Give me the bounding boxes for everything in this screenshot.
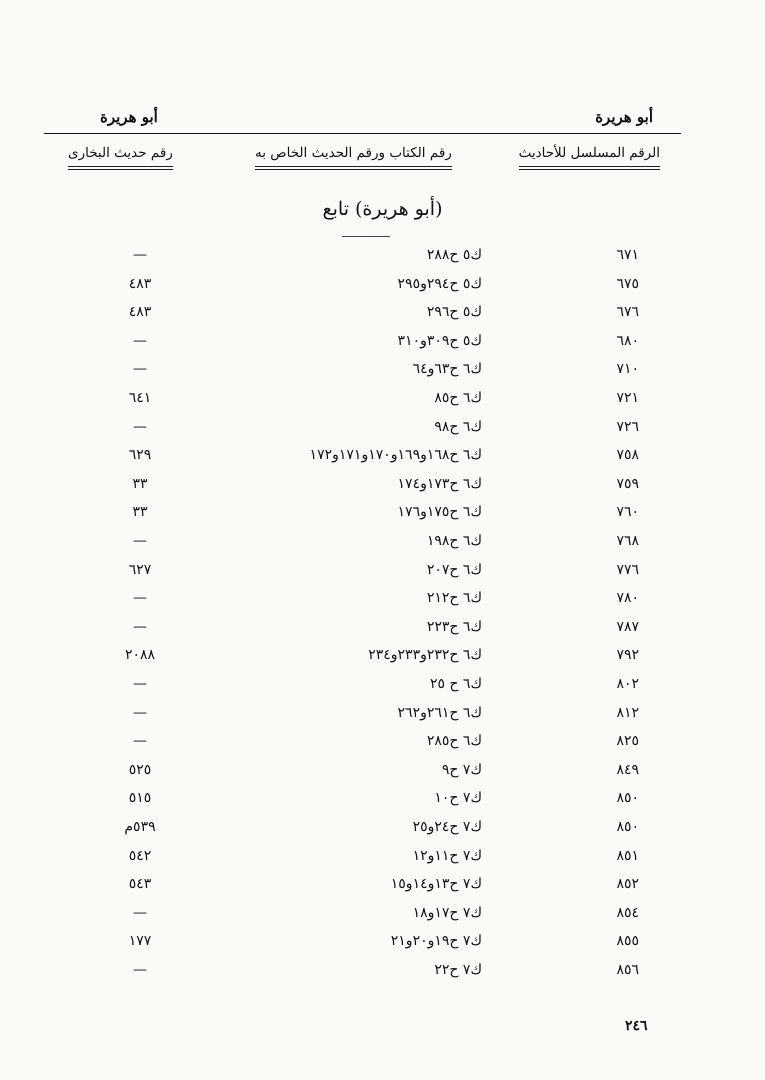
bukhari-cell: — [133,618,147,635]
bukhari-cell: — [133,361,147,378]
serial-cell: ٧٨٧ [616,618,639,635]
serial-cell: ٦٧٥ [616,275,639,292]
table-row [0,447,765,475]
book-ref-cell: ك٦ ح١٩٨ [426,533,482,549]
serial-cell: ٦٧١ [616,247,639,263]
book-ref-cell: ك٦ ح١٧٣و١٧٤ [397,475,482,492]
book-ref-cell: ك٧ ح١٩و٢٠و٢١ [390,933,482,950]
serial-cell: ٧٦٨ [616,533,639,549]
serial-cell: ٨٥٦ [616,962,639,978]
book-ref-cell: ك٧ ح١٧و١٨ [412,904,482,921]
serial-cell: ٧١٠ [616,361,639,378]
book-ref-cell: ك٦ ح٢٣٢و٢٣٣و٢٣٤ [368,647,482,664]
book-ref-cell: ك٦ ح٢٨٥ [426,733,482,750]
running-head-left: أبو هريرة [100,108,158,126]
book-ref-cell: ك٧ ح١٠ [434,790,482,807]
serial-cell: ٦٧٦ [616,304,639,321]
book-ref-cell: ك٦ ح٩٨ [434,418,482,435]
bukhari-cell: — [133,733,147,750]
book-ref-cell: ك٥ ح٢٨٨ [426,247,482,263]
book-ref-cell: ك٧ ح٢٤و٢٥ [412,819,482,835]
bukhari-cell: ٥٤٢ [128,847,152,864]
table-row [0,504,765,532]
column-header-serial: الرقم المسلسل للأحاديث [519,145,660,167]
table-row [0,819,765,847]
book-ref-cell: ك٦ ح٨٥ [434,390,482,406]
table-row [0,933,765,961]
bukhari-cell: — [133,962,147,978]
bukhari-cell: ٥٣٩م [124,819,156,835]
table-row [0,361,765,389]
serial-cell: ٨٢٥ [616,733,639,750]
bukhari-cell: — [133,247,147,263]
table-row [0,390,765,418]
bukhari-cell: — [133,704,147,721]
serial-cell: ٨٤٩ [616,761,639,778]
table-row [0,876,765,904]
book-ref-cell: ك٦ ح٢١٢ [426,590,482,607]
column-header-book: رقم الكتاب ورقم الحديث الخاص به [255,145,452,167]
header-rule [44,133,681,134]
table-row [0,647,765,675]
serial-cell: ٧٥٨ [616,447,639,464]
table-row [0,333,765,361]
table-row [0,676,765,704]
bukhari-cell: — [133,533,147,549]
bukhari-cell: ٥٤٣ [128,876,152,893]
table-row [0,733,765,761]
book-ref-cell: ك٦ ح٦٣و٦٤ [412,361,482,378]
table-row [0,247,765,275]
column-header-bukhari: رقم حديث البخارى [68,145,173,167]
table-row [0,848,765,876]
book-ref-cell: ك٦ ح٢٠٧ [426,561,482,578]
serial-cell: ٧٧٦ [616,561,639,578]
serial-cell: ٨٥٠ [616,790,639,807]
table-row [0,304,765,332]
page-number: ٢٤٦ [625,1018,648,1034]
book-ref-cell: ك٦ ح١٦٨و١٦٩و١٧٠و١٧١و١٧٢ [309,447,482,464]
title-underline [342,236,390,237]
serial-cell: ٧٢٦ [616,418,639,435]
bukhari-cell: ٢٠٨٨ [124,647,156,664]
book-ref-cell: ك٥ ح٣٠٩و٣١٠ [397,332,482,349]
serial-cell: ٨٥٤ [616,904,639,921]
table-row [0,562,765,590]
book-ref-cell: ك٥ ح٢٩٤و٢٩٥ [397,275,482,292]
serial-cell: ٧٨٠ [616,590,639,607]
book-ref-cell: ك٧ ح٩ [441,761,482,778]
bukhari-cell: ٤٨٣ [128,304,152,321]
book-ref-cell: ك٦ ح٢٢٣ [426,618,482,635]
table-row [0,590,765,618]
table-row [0,962,765,990]
serial-cell: ٧٦٠ [616,504,639,521]
table-row [0,762,765,790]
serial-cell: ٦٨٠ [616,332,639,349]
serial-cell: ٨٥٥ [616,933,639,950]
book-ref-cell: ك٧ ح١٣و١٤و١٥ [390,876,482,893]
table-row [0,276,765,304]
serial-cell: ٨٥١ [616,847,639,864]
bukhari-cell: — [133,676,147,692]
serial-cell: ٧٢١ [616,390,639,406]
serial-cell: ٧٥٩ [616,475,639,492]
bukhari-cell: — [133,418,147,435]
bukhari-cell: — [133,332,147,349]
table-row [0,533,765,561]
bukhari-cell: ٥٢٥ [128,761,152,778]
table-row [0,476,765,504]
bukhari-cell: ٥١٥ [128,790,152,807]
book-ref-cell: ك٦ ح١٧٥و١٧٦ [397,504,482,521]
serial-cell: ٨٠٢ [616,676,639,692]
book-ref-cell: ك٥ ح٢٩٦ [426,304,482,321]
table-row [0,790,765,818]
bukhari-cell: ٣٣ [132,475,148,492]
bukhari-cell: — [133,590,147,607]
table-row [0,705,765,733]
book-ref-cell: ك٧ ح١١و١٢ [412,847,482,864]
bukhari-cell: ٣٣ [132,504,148,521]
book-ref-cell: ك٦ ح٢٦١و٢٦٢ [397,704,482,721]
bukhari-cell: ٤٨٣ [128,275,152,292]
running-head-right: أبو هريرة [595,108,653,126]
serial-cell: ٧٩٢ [616,647,639,664]
bukhari-cell: ١٧٧ [128,933,152,950]
serial-cell: ٨٥٢ [616,876,639,893]
serial-cell: ٨٥٠ [616,819,639,835]
book-ref-cell: ك٧ ح٢٢ [434,962,482,978]
bukhari-cell: ٦٤١ [128,390,152,406]
section-title: (أبو هريرة) تابع [322,198,443,220]
bukhari-cell: — [133,904,147,921]
bukhari-cell: ٦٢٧ [128,561,152,578]
book-ref-cell: ك٦ ح ٢٥ [429,676,482,692]
bukhari-cell: ٦٢٩ [128,447,152,464]
table-row [0,905,765,933]
table-row [0,419,765,447]
table-row [0,619,765,647]
serial-cell: ٨١٢ [616,704,639,721]
